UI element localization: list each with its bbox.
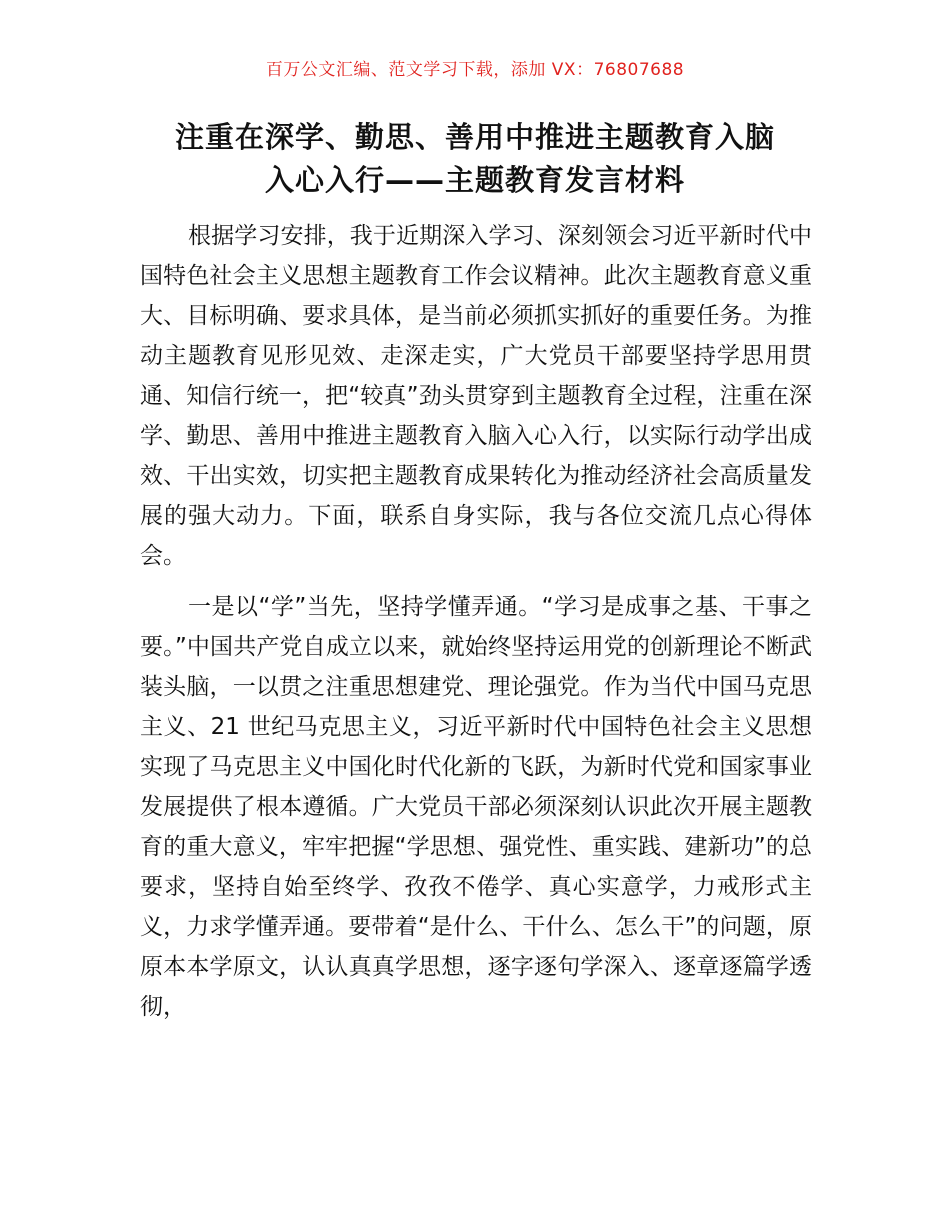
document-body — [140, 216, 812, 1027]
title-line-2: 入心入行——主题教育发言材料 — [264, 163, 685, 197]
watermark-banner: 百万公文汇编、范文学习下载，添加 VX：76807688 — [265, 60, 685, 80]
title-line-1: 注重在深学、勤思、善用中推进主题教育入脑 — [174, 120, 775, 154]
paragraph-point-one: 一是以“学”当先，坚持学懂弄通。“学习是成事之基、干事之要。”中国共产党自成立以来，就始终坚持运用党的创新理论不断武装头脑，一以贯之注重思想建党、理论强党。作为当代中国马克思主义、21 世纪马克思主义，习近平新时代中国特色社会主义思想实现了马克思主义中国化时代化新的飞跃，为新时代党和国家事业发展提供了根本遵循。广大党员干部必须深刻认识此次开展主题教育的重大意义，牢牢把握“学思想、强党性、重实践、建新功”的总要求，坚持自始至终学、孜孜不倦学、真心实意学，力戒形式主义，力求学懂弄通。要带着“是什么、干什么、怎么干”的问题，原原本本学原文，认认真真学思想，逐字逐句学深入、逐章逐篇学透彻， — [140, 594, 812, 1020]
document-title — [110, 116, 840, 202]
paragraph-intro: 根据学习安排，我于近期深入学习、深刻领会习近平新时代中国特色社会主义思想主题教育工作会议精神。此次主题教育意义重大、目标明确、要求具体，是当前必须抓实抓好的重要任务。为推动主题教育见形见效、走深走实，广大党员干部要坚持学思用贯通、知信行统一，把“较真”劲头贯穿到主题教育全过程，注重在深学、勤思、善用中推进主题教育入脑入心入行，以实际行动学出成效、干出实效，切实把主题教育成果转化为推动经济社会高质量发展的强大动力。下面，联系自身实际，我与各位交流几点心得体会。 — [140, 223, 812, 569]
